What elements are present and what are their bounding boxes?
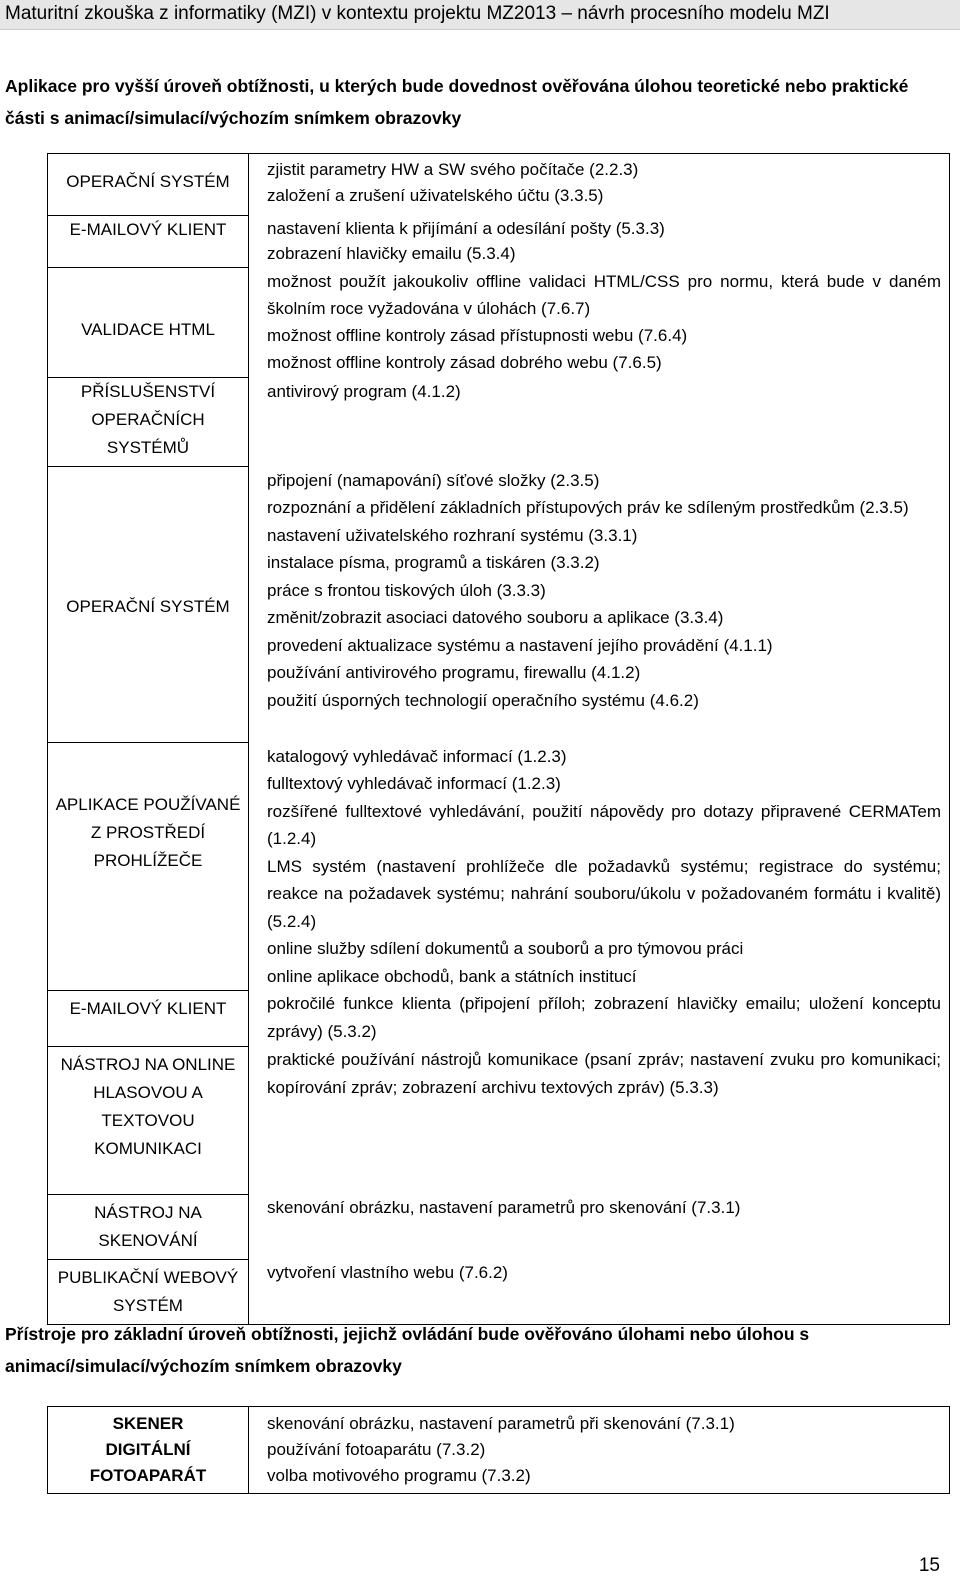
skill-item: volba motivového programu (7.3.2) <box>267 1466 531 1485</box>
skill-item: fulltextový vyhledávač informací (1.2.3) <box>267 774 561 793</box>
category-label: OPERAČNÍ SYSTÉM <box>66 172 230 191</box>
skills-cell <box>249 1046 950 1194</box>
category-cell <box>48 743 249 991</box>
page-number: 15 <box>918 1555 940 1576</box>
category-label: DIGITÁLNÍ FOTOAPARÁT <box>89 1440 207 1485</box>
advanced-apps-table <box>47 153 950 1325</box>
skill-item: antivirový program (4.1.2) <box>267 381 461 401</box>
basic-devices-table <box>47 1406 950 1494</box>
category-cell <box>48 990 249 1046</box>
skills-cell <box>249 1194 950 1259</box>
skill-item: používání antivirového programu, firewallu (4.1.2) <box>267 663 641 682</box>
skills-cell <box>249 268 950 378</box>
category-cell <box>48 1407 249 1494</box>
skill-item: online služby sdílení dokumentů a souborů a pro týmovou práci <box>267 939 744 958</box>
section-heading-basic: Přístroje pro základní úroveň obtížnosti, jejichž ovládání bude ověřováno úlohami nebo úlohou s animací/simulací/výchozím snímkem obrazovky <box>5 1324 810 1376</box>
skill-item: práce s frontou tiskových úloh (3.3.3) <box>267 580 546 600</box>
table-row <box>48 154 950 216</box>
table-row <box>48 378 950 467</box>
skill-item: skenování obrázku, nastavení parametrů při skenování (7.3.1) <box>267 1414 735 1433</box>
category-cell <box>48 1259 249 1324</box>
category-cell <box>48 216 249 268</box>
category-cell <box>48 467 249 743</box>
category-label: OPERAČNÍ SYSTÉM <box>66 597 230 616</box>
skill-item: LMS systém (nastavení prohlížeče dle požadavků systému; registrace do systému; reakce na požadavek systému; nahrání souboru/úkolu v požadovaném formátu i kvalitě) (5.2.4) <box>267 856 941 931</box>
category-label: NÁSTROJ NA SKENOVÁNÍ <box>94 1202 202 1250</box>
category-cell <box>48 1194 249 1259</box>
table-row <box>48 1407 950 1494</box>
skill-item: instalace písma, programů a tiskáren (3.3.2) <box>267 553 600 572</box>
page-header: Maturitní zkouška z informatiky (MZI) v kontextu projektu MZ2013 – návrh procesního modelu MZI <box>0 0 960 30</box>
skill-item: online aplikace obchodů, bank a státních institucí <box>267 966 637 986</box>
skills-cell <box>249 467 950 743</box>
category-label: PŘÍSLUŠENSTVÍ OPERAČNÍCH SYSTÉMŮ <box>80 382 216 457</box>
skills-cell <box>249 378 950 467</box>
category-cell <box>48 378 249 467</box>
skills-cell <box>249 154 950 216</box>
table-row <box>48 1194 950 1259</box>
skill-item: pokročilé funkce klienta (připojení příloh; zobrazení hlavičky emailu; uložení konceptu zprávy) (5.3.2) <box>267 994 941 1041</box>
table-row <box>48 268 950 378</box>
skill-item: připojení (namapování) síťové složky (2.3.5) <box>267 470 600 490</box>
category-label: VALIDACE HTML <box>81 320 215 339</box>
category-label: APLIKACE POUŽÍVANÉ Z PROSTŘEDÍ PROHLÍŽEČE <box>55 795 241 870</box>
category-cell <box>48 1046 249 1194</box>
skill-item: rozšířené fulltextové vyhledávání, použití nápovědy pro dotazy připravené CERMATem (1.2.4) <box>267 801 941 848</box>
skill-item: katalogový vyhledávač informací (1.2.3) <box>267 746 567 766</box>
table-row <box>48 1259 950 1324</box>
skills-cell <box>249 1407 950 1494</box>
skill-item: možnost offline kontroly zásad dobrého webu (7.6.5) <box>267 352 662 372</box>
table-row <box>48 743 950 991</box>
section-heading-advanced: Aplikace pro vyšší úroveň obtížnosti, u kterých bude dovednost ověřována úlohou teoretické nebo praktické části s animací/simulací/výchozím snímkem obrazovky <box>5 76 909 128</box>
category-label: E-MAILOVÝ KLIENT <box>69 220 227 239</box>
skill-item: založení a zrušení uživatelského účtu (3.3.5) <box>267 186 604 205</box>
category-label: PUBLIKAČNÍ WEBOVÝ SYSTÉM <box>57 1267 239 1315</box>
category-cell <box>48 268 249 378</box>
skills-cell <box>249 743 950 991</box>
category-label: E-MAILOVÝ KLIENT <box>69 998 227 1018</box>
skills-cell <box>249 990 950 1046</box>
skill-item: zjistit parametry HW a SW svého počítače (2.2.3) <box>267 160 639 179</box>
skills-cell <box>249 216 950 268</box>
skill-item: nastavení uživatelského rozhraní systému (3.3.1) <box>267 525 638 545</box>
table-row <box>48 467 950 743</box>
skill-item: používání fotoaparátu (7.3.2) <box>267 1440 486 1459</box>
skill-item: rozpoznání a přidělení základních přístupových práv ke sdíleným prostředkům (2.3.5) <box>267 498 909 517</box>
skill-item: zobrazení hlavičky emailu (5.3.4) <box>267 243 516 263</box>
skill-item: nastavení klienta k přijímání a odesílání pošty (5.3.3) <box>267 218 665 238</box>
category-label: NÁSTROJ NA ONLINE HLASOVOU A TEXTOVOU KOMUNIKACI <box>60 1054 236 1158</box>
table-row <box>48 216 950 268</box>
skill-item: vytvoření vlastního webu (7.6.2) <box>267 1263 508 1282</box>
skill-item: praktické používání nástrojů komunikace (psaní zpráv; nastavení zvuku pro komunikaci; kopírování zpráv; zobrazení archivu textových zpráv) (5.3.3) <box>267 1050 941 1097</box>
category-label: SKENER <box>112 1414 184 1433</box>
table-row <box>48 990 950 1046</box>
skills-cell <box>249 1259 950 1324</box>
skill-item: změnit/zobrazit asociaci datového souboru a aplikace (3.3.4) <box>267 608 724 627</box>
category-cell <box>48 154 249 216</box>
table-row <box>48 1046 950 1194</box>
skill-item: použití úsporných technologií operačního systému (4.6.2) <box>267 690 699 710</box>
skill-item: skenování obrázku, nastavení parametrů pro skenování (7.3.1) <box>267 1198 741 1217</box>
skill-item: provedení aktualizace systému a nastavení jejího provádění (4.1.1) <box>267 635 773 655</box>
skill-item: možnost použít jakoukoliv offline validaci HTML/CSS pro normu, která bude v daném školním roce vyžadována v úlohách (7.6.7) <box>267 271 941 318</box>
skill-item: možnost offline kontroly zásad přístupnosti webu (7.6.4) <box>267 325 688 345</box>
